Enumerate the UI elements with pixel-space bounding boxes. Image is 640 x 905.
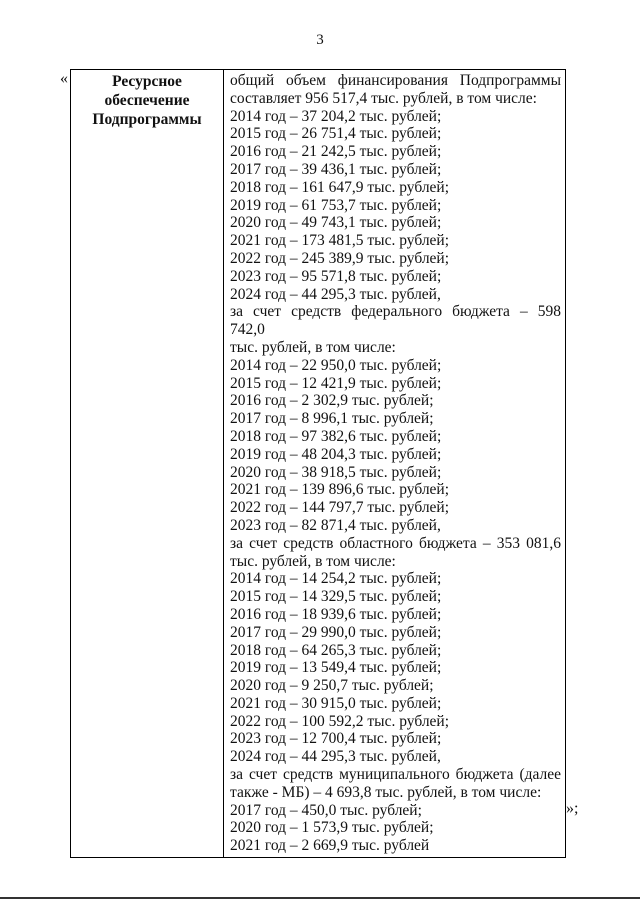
total-year-line: 2016 год – 21 242,5 тыс. рублей; [230, 143, 442, 161]
federal-year-line: 2017 год – 8 996,1 тыс. рублей; [230, 410, 434, 428]
total-intro-line: общий объем финансирования Подпрограммы [230, 72, 561, 89]
federal-year-line: 2016 год – 2 302,9 тыс. рублей; [230, 392, 434, 410]
regional-intro-line: тыс. рублей, в том числе: [230, 552, 396, 570]
total-year-line: 2023 год – 95 571,8 тыс. рублей; [230, 267, 442, 285]
regional-year-line: 2020 год – 9 250,7 тыс. рублей; [230, 677, 434, 695]
total-year-line: 2024 год – 44 295,3 тыс. рублей, [230, 285, 441, 303]
federal-year-line: 2014 год – 22 950,0 тыс. рублей; [230, 356, 442, 374]
opening-quote: « [60, 70, 68, 87]
total-year-line: 2019 год – 61 753,7 тыс. рублей; [230, 196, 442, 214]
regional-year-line: 2018 год – 64 265,3 тыс. рублей; [230, 641, 442, 659]
regional-year-line: 2021 год – 30 915,0 тыс. рублей; [230, 694, 442, 712]
total-year-line: 2022 год – 245 389,9 тыс. рублей; [230, 249, 450, 267]
federal-year-line: 2020 год – 38 918,5 тыс. рублей; [230, 463, 442, 481]
federal-year-line: 2018 год – 97 382,6 тыс. рублей; [230, 427, 442, 445]
municipal-year-line: 2021 год – 2 669,9 тыс. рублей [230, 837, 430, 855]
regional-year-line: 2023 год – 12 700,4 тыс. рублей; [230, 730, 442, 748]
federal-year-line: 2019 год – 48 204,3 тыс. рублей; [230, 445, 442, 463]
row-content-cell [224, 70, 566, 858]
municipal-year-line: 2017 год – 450,0 тыс. рублей; [230, 801, 422, 819]
total-year-line: 2014 год – 37 204,2 тыс. рублей; [230, 107, 442, 125]
page-number: 3 [316, 32, 324, 48]
total-year-line: 2015 год – 26 751,4 тыс. рублей; [230, 125, 442, 143]
total-year-line: 2017 год – 39 436,1 тыс. рублей; [230, 160, 442, 178]
municipal-year-line: 2020 год – 1 573,9 тыс. рублей; [230, 819, 434, 837]
regional-year-line: 2022 год – 100 592,2 тыс. рублей; [230, 712, 450, 730]
regional-year-line: 2024 год – 44 295,3 тыс. рублей, [230, 748, 441, 766]
footer-rule [0, 897, 640, 899]
row-label-line: Ресурсное [112, 73, 182, 90]
federal-intro-line: за счет средств федерального бюджета – 598 742,0 [230, 303, 561, 339]
regional-year-line: 2016 год – 18 939,6 тыс. рублей; [230, 605, 442, 623]
closing-quote: »; [566, 800, 579, 817]
regional-year-line: 2015 год – 14 329,5 тыс. рублей; [230, 588, 442, 606]
regional-year-line: 2014 год – 14 254,2 тыс. рублей; [230, 570, 442, 588]
federal-year-line: 2023 год – 82 871,4 тыс. рублей, [230, 516, 441, 534]
regional-year-line: 2017 год – 29 990,0 тыс. рублей; [230, 623, 442, 641]
resource-table [70, 69, 566, 858]
row-label-line: Подпрограммы [92, 111, 202, 128]
federal-year-line: 2021 год – 139 896,6 тыс. рублей; [230, 481, 450, 499]
row-label-line: обеспечение [104, 92, 190, 109]
regional-year-line: 2019 год – 13 549,4 тыс. рублей; [230, 659, 442, 677]
federal-intro-line: тыс. рублей, в том числе: [230, 338, 396, 356]
total-year-line: 2018 год – 161 647,9 тыс. рублей; [230, 178, 450, 196]
table-row [71, 70, 566, 858]
total-intro-line: составляет 956 517,4 тыс. рублей, в том числе: [230, 89, 537, 107]
federal-year-line: 2015 год – 12 421,9 тыс. рублей; [230, 374, 442, 392]
municipal-intro-line: за счет средств муниципального бюджета (далее [230, 766, 561, 784]
municipal-intro-line: также - МБ) – 4 693,8 тыс. рублей, в том числе: [230, 783, 542, 801]
total-year-line: 2021 год – 173 481,5 тыс. рублей; [230, 232, 450, 250]
federal-year-line: 2022 год – 144 797,7 тыс. рублей; [230, 499, 450, 517]
row-label-cell [71, 70, 224, 858]
regional-intro-line: за счет средств областного бюджета – 353 081,6 [230, 534, 561, 552]
total-year-line: 2020 год – 49 743,1 тыс. рублей; [230, 214, 442, 232]
